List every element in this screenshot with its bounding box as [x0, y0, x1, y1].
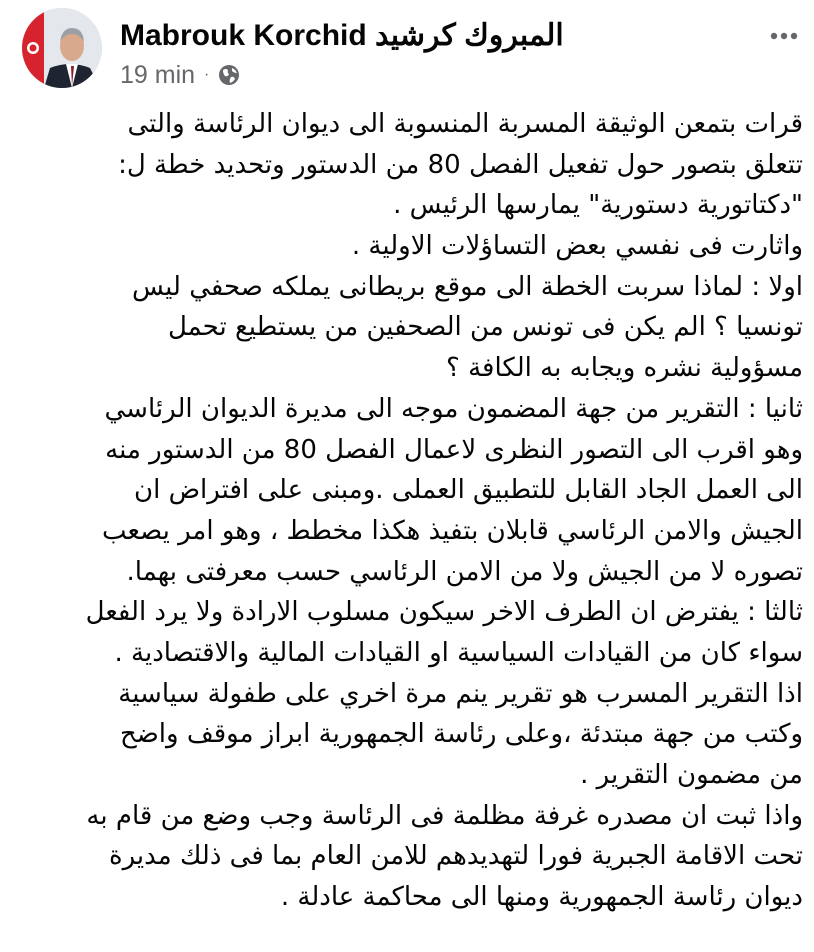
post-text-line: تتعلق بتصور حول تفعيل الفصل 80 من الدستور وتحديد خطة ل: — [118, 149, 803, 180]
post-text-line: تصوره لا من الجيش ولا من الامن الرئاسي حسب معرفتى بهما. — [126, 556, 803, 587]
post-text-line: وهو اقرب الى التصور النظرى لاعمال الفصل 80 من الدستور منه — [105, 434, 803, 465]
post-meta — [120, 60, 241, 90]
post-text-line: تونسيا ؟ الم يكن فى تونس من الصحفين من يستطيع تحمل — [167, 312, 803, 343]
globe-icon[interactable] — [217, 63, 241, 87]
post-text-line: من مضمون التقرير . — [580, 760, 803, 790]
post-header — [0, 0, 814, 100]
meta-separator: · — [204, 66, 210, 83]
post-text-line: تحت الاقامة الجبرية فورا لتهديدهم للامن العام بما فى ذلك مديرة — [108, 841, 803, 872]
post-text-line: قرات بتمعن الوثيقة المسربة المنسوبة الى ديوان الرئاسة والتى — [127, 109, 803, 139]
post-text — [18, 104, 803, 949]
post-text-line: ثانيا : التقرير من جهة المضمون موجه الى مديرة الديوان الرئاسي — [104, 393, 803, 424]
avatar[interactable] — [22, 8, 102, 88]
more-options-icon — [768, 20, 800, 52]
post-text-line: ثالثا : يفترض ان الطرف الاخر سيكون مسلوب الارادة ولا يرد الفعل — [85, 597, 803, 628]
post-time[interactable]: 19 min — [120, 60, 196, 89]
post-text-line: "دكتاتورية دستورية" يمارسها الرئيس . — [393, 190, 803, 221]
post-text-line: واذا ثبت ان مصدره غرفة مظلمة فى الرئاسة وجب وضع من قام به — [86, 800, 803, 831]
post-text-line: مسؤولية نشره ويجابه به الكافة ؟ — [446, 353, 803, 384]
post-text-line: اولا : لماذا سربت الخطة الى موقع بريطانى يملكه صحفي ليس — [132, 271, 803, 302]
post-text-line: واثارت فى نفسي بعض التساؤلات الاولية . — [351, 231, 803, 262]
post-text-line: وكتب من جهة مبتدئة ،وعلى رئاسة الجمهورية ابراز موقف واضح — [119, 719, 803, 750]
profile-photo — [22, 8, 102, 88]
post-text-line: اذا التقرير المسرب هو تقرير ينم مرة اخري على طفولة سياسية — [118, 678, 803, 709]
author-name[interactable]: Mabrouk Korchid المبروك كرشيد — [120, 19, 564, 52]
post-text-line: سواء كان من القيادات السياسية او القيادات المالية والاقتصادية . — [114, 637, 803, 668]
post-text-line: الجيش والامن الرئاسي قابلان بتفيذ هكذا مخطط ، وهو امر يصعب — [101, 515, 803, 546]
post-text-line: الى العمل الجاد القابل للتطبيق العملى .ومبنى على افتراض ان — [134, 475, 803, 506]
more-options-button[interactable] — [768, 20, 800, 52]
post-text-line: ديوان رئاسة الجمهورية ومنها الى محاكمة عادلة . — [280, 882, 803, 913]
